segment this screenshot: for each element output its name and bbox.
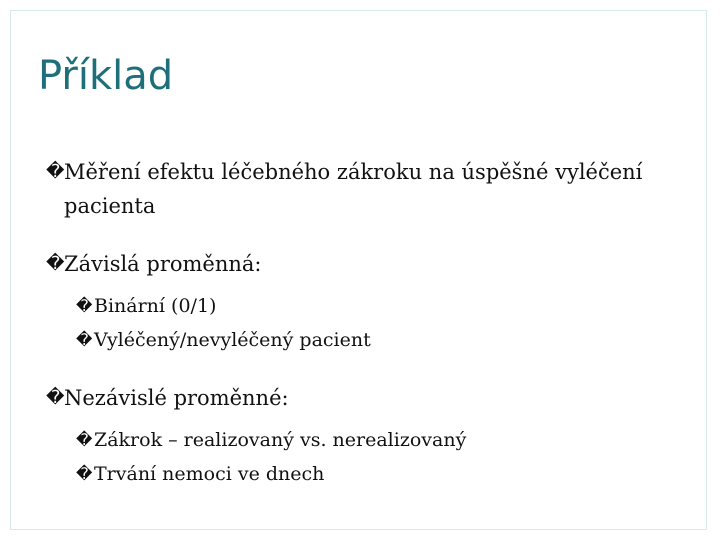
sub-bullet-item — [46, 289, 686, 323]
bullet-item — [46, 381, 686, 415]
bullet-text: Nezávislé proměnné: — [64, 386, 289, 410]
sub-bullet-text: Trvání nemoci ve dnech — [94, 463, 325, 485]
bullet-item — [46, 247, 686, 281]
sub-bullet-item — [46, 457, 686, 491]
slide-content — [46, 155, 686, 491]
slide-title: Příklad — [38, 53, 174, 99]
bullet-marker-icon: � — [46, 387, 65, 408]
bullet-marker-icon: � — [46, 161, 65, 182]
sub-bullet-item — [46, 423, 686, 457]
sub-bullet-text: Vyléčený/nevyléčený pacient — [94, 329, 371, 351]
bullet-text: Měření efektu léčebného zákroku na úspěšné vyléčení pacienta — [64, 160, 643, 218]
sub-bullet-marker-icon: � — [76, 330, 93, 349]
bullet-text: Závislá proměnná: — [64, 252, 262, 276]
sub-bullet-item — [46, 323, 686, 357]
sub-bullet-text: Zákrok – realizovaný vs. nerealizovaný — [94, 429, 467, 451]
bullet-item — [46, 155, 686, 223]
bullet-group-2 — [46, 247, 686, 357]
bullet-marker-icon: � — [46, 253, 65, 274]
bullet-group-1 — [46, 155, 686, 223]
sub-bullet-marker-icon: � — [76, 296, 93, 315]
sub-bullet-marker-icon: � — [76, 464, 93, 483]
sub-bullet-list — [46, 423, 686, 491]
sub-bullet-text: Binární (0/1) — [94, 295, 217, 317]
sub-bullet-list — [46, 289, 686, 357]
sub-bullet-marker-icon: � — [76, 430, 93, 449]
bullet-group-3 — [46, 381, 686, 491]
